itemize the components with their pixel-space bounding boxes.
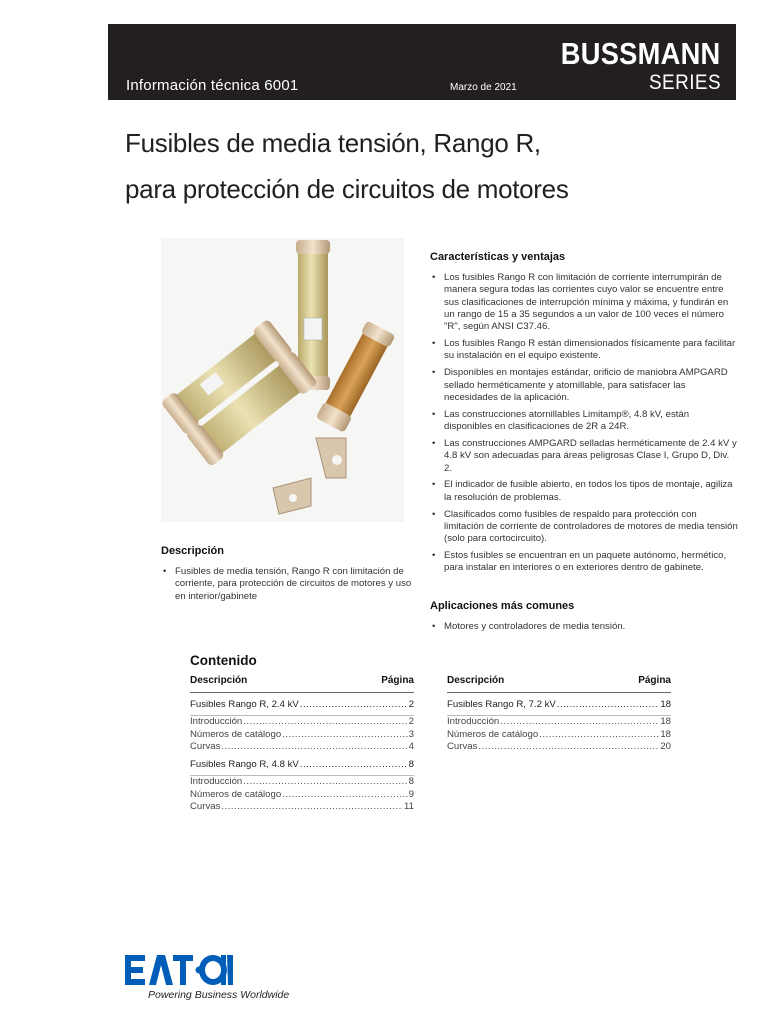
toc-entry-label: Introducción [447,716,500,728]
toc-entry[interactable] [447,729,671,741]
list-item: • Motores y controladores de media tensión. [430,621,738,633]
list-item: • Las construcciones atornillables Limitamp®, 4.8 kV, están disponibles en clasificaciones de 2R a 24R. [430,409,738,434]
toc-entry[interactable] [447,716,671,728]
toc-leader [300,759,408,771]
toc-page: 8 [408,759,414,771]
header-band [108,24,736,100]
toc-entry-label: Curvas [190,740,221,752]
list-item: • Fusibles de media tensión, Rango R con limitación de corriente, para protección de circuitos de motores y uso en interior/gabinete [161,566,416,603]
toc-entry[interactable] [447,741,671,753]
toc-leader [243,716,407,728]
toc-leader [557,699,660,711]
toc-entry-label: Curvas [190,801,221,813]
list-item: • El indicador de fusible abierto, en todos los tipos de montaje, agiliza la resolución de problemas. [430,479,738,504]
toc-leader [500,716,659,728]
toc-leader [221,741,407,753]
toc-page: 11 [404,801,414,813]
toc-leader [221,801,403,813]
toc-page: 9 [408,788,414,800]
toc-page: 4 [408,740,414,752]
toc-page: 18 [660,699,671,710]
toc-leader [282,789,407,801]
toc-page: 2 [408,716,414,728]
toc-leader [539,729,659,741]
tagline: Powering Business Worldwide [148,989,290,1001]
description-heading: Descripción [161,545,224,557]
toc-leader [282,729,407,741]
contents-title: Contenido [190,653,257,668]
toc-entry-label: Introducción [190,716,243,728]
toc-left-column [190,675,414,813]
features-list [430,272,738,579]
toc-entry-label: Introducción [190,776,243,788]
toc-entry-label: Números de catálogo [190,788,282,800]
toc-section-label: Fusibles Rango R, 2.4 kV [190,699,299,710]
toc-col-description: Descripción [447,675,505,686]
toc-page: 2 [408,699,414,710]
toc-page: 20 [660,740,671,752]
list-item: • Clasificados como fusibles de respaldo para protección con limitación de corriente de controladores de motores de media tensión (solo para cortocircuito). [430,509,738,546]
toc-leader [243,776,407,788]
doc-date: Marzo de 2021 [450,82,517,93]
toc-entry[interactable] [190,741,414,753]
toc-entry[interactable] [190,801,414,813]
series-label: SERIES [648,71,721,94]
fuses-product-photo [161,238,404,522]
toc-right-column [447,675,671,753]
page-title-line-2: para protección de circuitos de motores [125,174,569,204]
toc-section[interactable] [190,699,414,711]
toc-entry-label: Curvas [447,740,478,752]
toc-section-label: Fusibles Rango R, 7.2 kV [447,699,556,710]
applications-list [430,621,738,638]
features-heading: Características y ventajas [430,251,566,263]
toc-entry[interactable] [190,789,414,801]
toc-leader [300,699,408,711]
list-item: • Estos fusibles se encuentran en un paquete autónomo, hermético, para instalar en interiores o en exteriores dentro de gabinete. [430,550,738,575]
toc-col-description: Descripción [190,675,248,686]
toc-section-label: Fusibles Rango R, 4.8 kV [190,759,299,771]
toc-page: 3 [408,728,414,740]
toc-divider [447,692,671,693]
list-item: • Las construcciones AMPGARD selladas herméticamente de 2.4 kV y 4.8 kV son adecuadas para áreas peligrosas Clase I, Grupo D, Div. 2. [430,438,738,475]
brand-logo: BUSSMANN [561,36,721,71]
toc-entry[interactable] [190,716,414,728]
list-item: • Los fusibles Rango R están dimensionados físicamente para facilitar su instalación en el equipo existente. [430,338,738,363]
eaton-logo [125,954,235,986]
toc-entry[interactable] [190,729,414,741]
toc-section[interactable] [447,699,671,711]
toc-header [447,675,671,689]
toc-page: 8 [408,776,414,788]
toc-page: 18 [660,728,671,740]
toc-entry-label: Números de catálogo [447,728,539,740]
toc-col-page: Página [638,675,671,686]
toc-leader [478,741,659,753]
toc-page: 18 [660,716,671,728]
description-list [161,566,416,607]
toc-entry[interactable] [190,776,414,788]
list-item: • Disponibles en montajes estándar, orificio de maniobra AMPGARD sellado herméticamente y atornillable, para satisfacer las necesidades de la aplicación. [430,367,738,404]
toc-entry-label: Números de catálogo [190,728,282,740]
toc-divider [190,692,414,693]
page-title-line-1: Fusibles de media tensión, Rango R, [125,128,541,158]
toc-col-page: Página [381,675,414,686]
toc-header [190,675,414,689]
applications-heading: Aplicaciones más comunes [430,600,575,612]
toc-section[interactable] [190,759,414,771]
doc-type: Información técnica 6001 [126,77,299,94]
list-item: • Los fusibles Rango R con limitación de corriente interrumpirán de manera segura todas las corrientes cuyo valor se encuentre entre sus clasificaciones de interrupción mínima y máxima, y fundirán en un rango de 15 a 35 segundos a un valor de 100 veces el número "R", según ANSI C37.46. [430,272,738,333]
